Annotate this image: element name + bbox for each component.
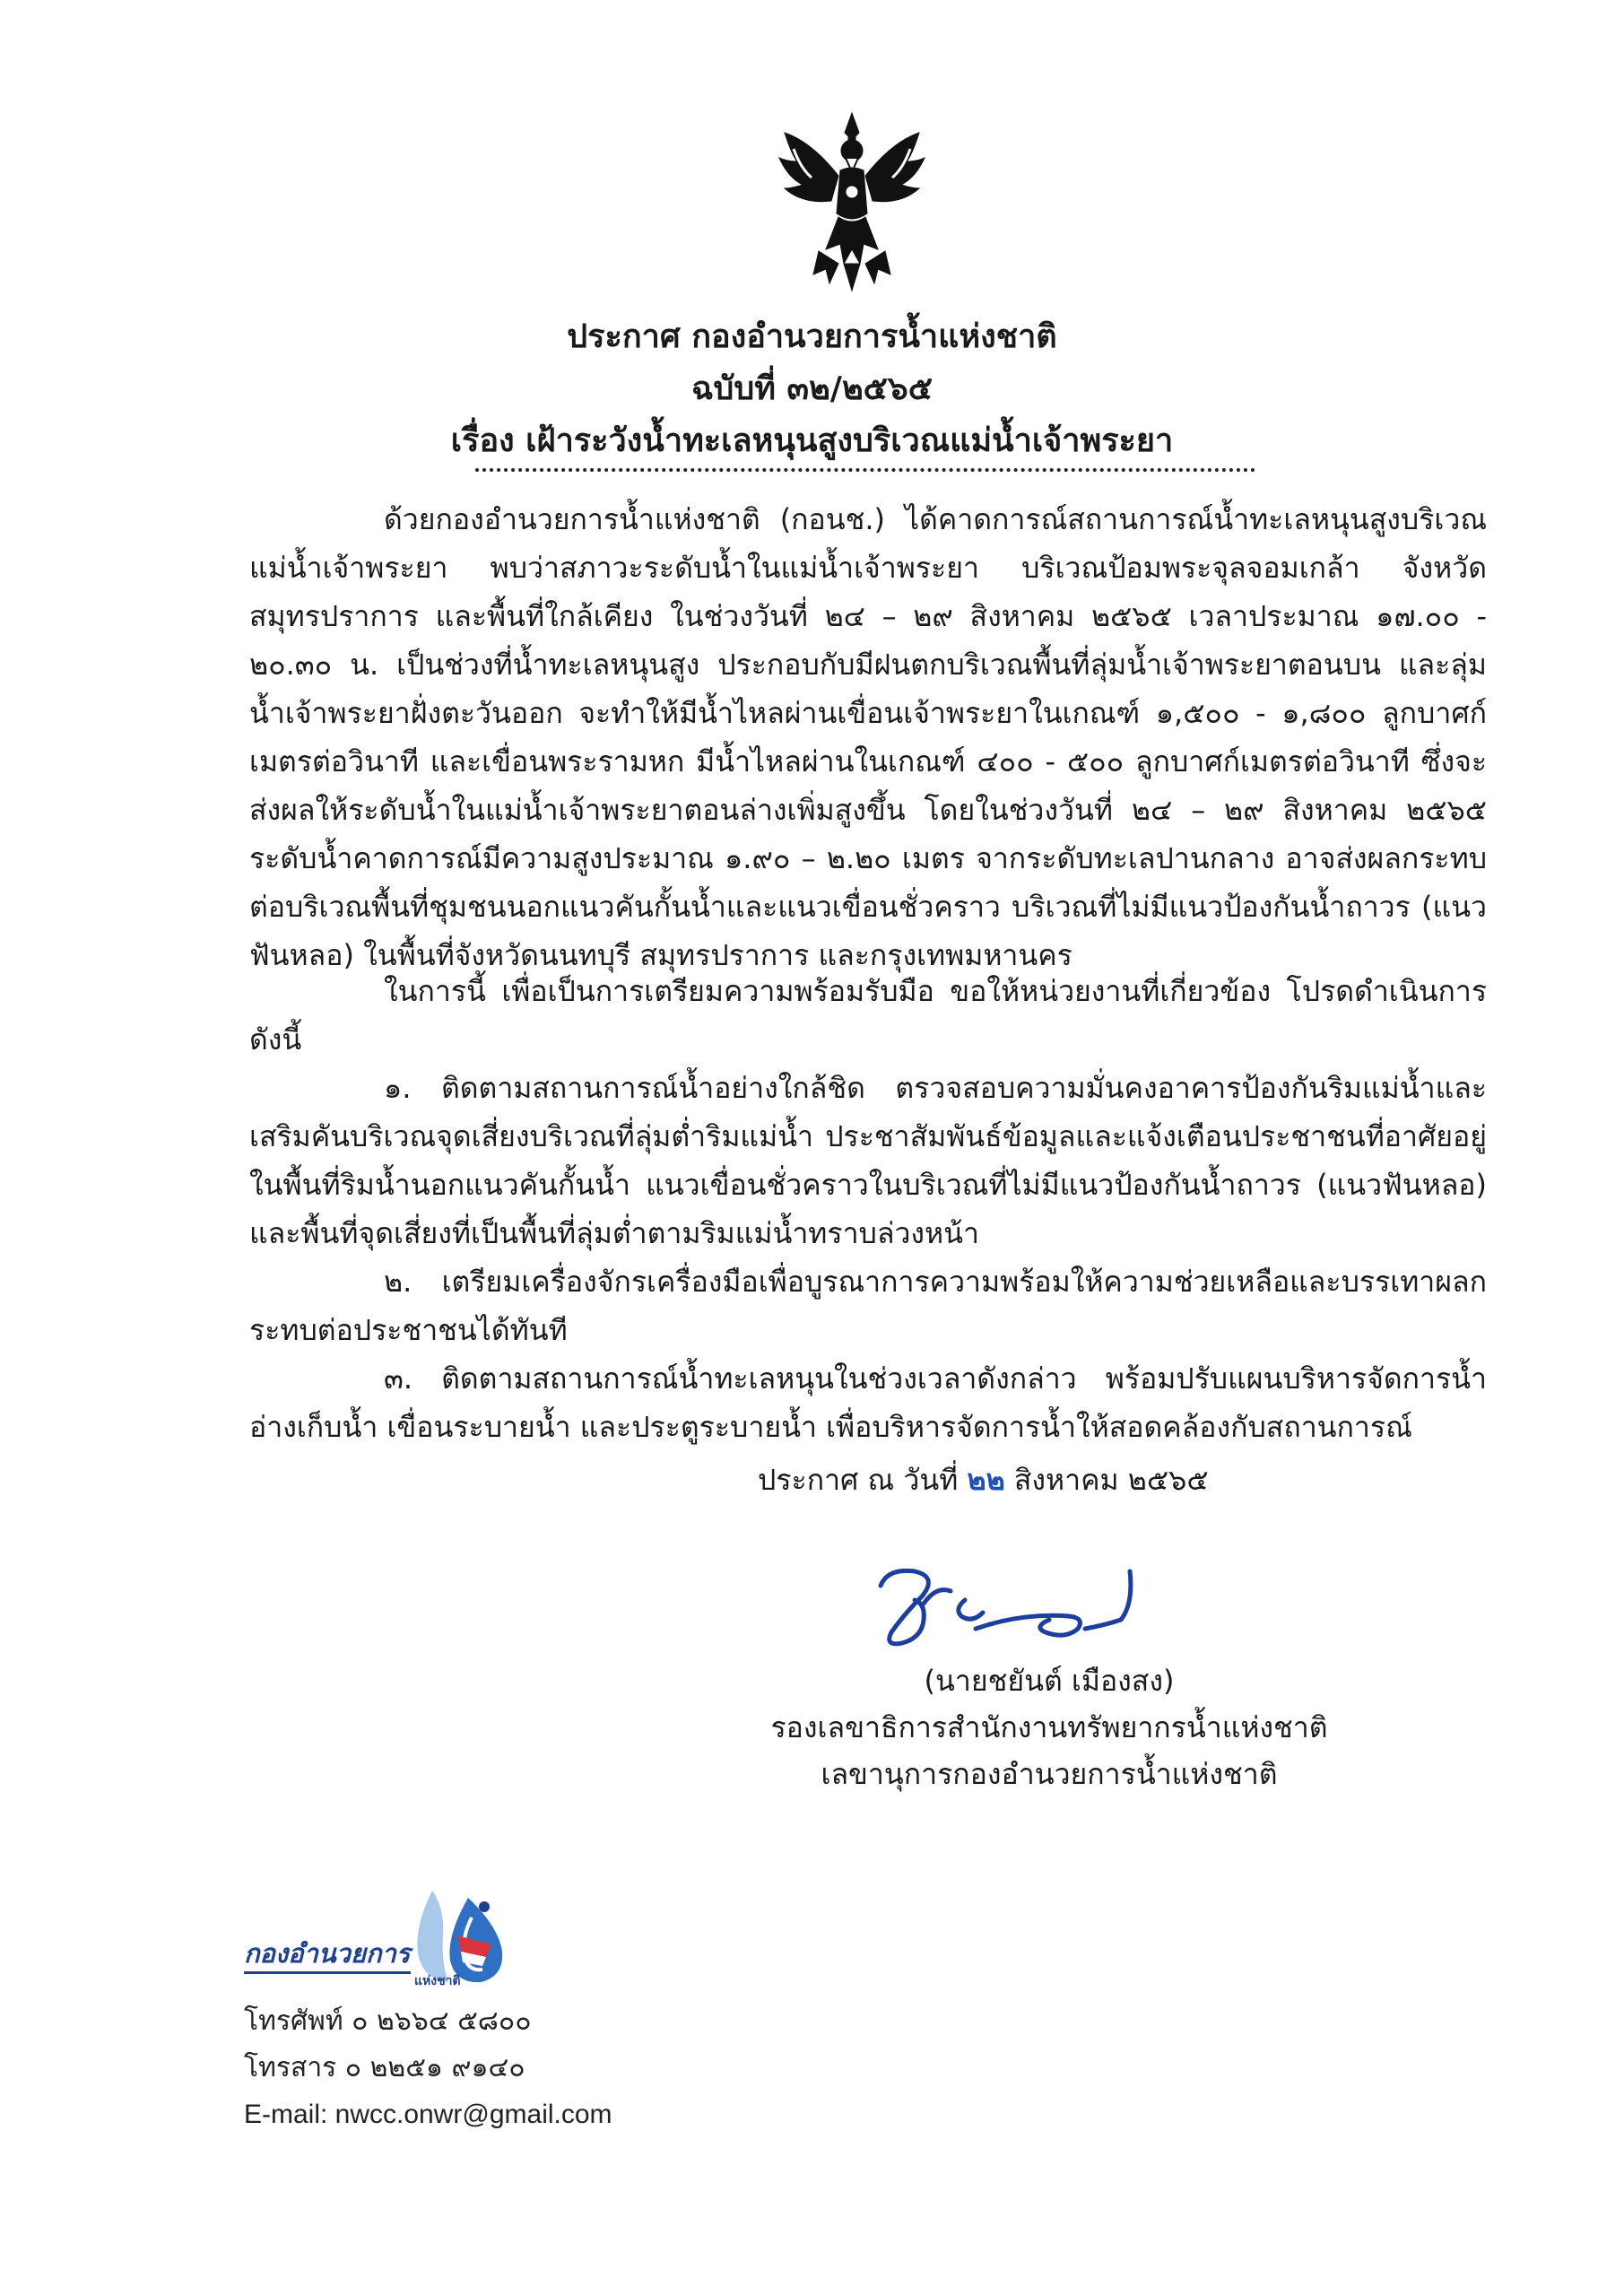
dotted-divider: [475, 468, 1255, 472]
date-prefix: ประกาศ ณ วันที่: [758, 1463, 968, 1497]
action-item-1: ๑. ติดตามสถานการณ์น้ำอย่างใกล้ชิด ตรวจสอบความมั่นคงอาคารป้องกันริมแม่น้ำและเสริมคันบริเวณจุดเสี่ยงบริเวณที่ลุ่มต่ำริมแม่น้ำ ประชาสัมพันธ์ข้อมูลและแจ้งเตือนประชาชนที่อาศัยอยู่ในพื้นที่ริมน้ำนอกแนวคันกั้นน้ำ แนวเขื่อนชั่วคราวในบริเวณที่ไม่มีแนวป้องกันน้ำถาวร (แนวฟันหลอ) และพื้นที่จุดเสี่ยงที่เป็นพื้นที่ลุ่มต่ำตามริมแม่น้ำทราบล่วงหน้า: [249, 1071, 1487, 1250]
signer-position-1: รองเลขาธิการสำนักงานทรัพยากรน้ำแห่งชาติ: [770, 1710, 1328, 1744]
body-paragraph-1: [249, 495, 1487, 979]
signer-name: (นายชยันต์ เมืองสง): [924, 1664, 1175, 1698]
contact-fax: โทรสาร ๐ ๒๒๕๑ ๙๑๔๐: [244, 2052, 525, 2083]
logo-wordmark: กองอำนวยการ: [244, 1938, 411, 1969]
paragraph-intro: ในการนี้ เพื่อเป็นการเตรียมความพร้อมรับมือ ขอให้หน่วยงานที่เกี่ยวข้อง โปรดดำเนินการ ดังนี้: [249, 974, 1487, 1057]
announcement-date: [758, 1457, 1209, 1503]
contact-email: E-mail: nwcc.onwr@gmail.com: [244, 2100, 612, 2129]
signature-mark: [861, 1550, 1184, 1657]
signer-position-2: เลขานุการกองอำนวยการน้ำแห่งชาติ: [821, 1757, 1278, 1791]
paragraph-text: ด้วยกองอำนวยการน้ำแห่งชาติ (กอนช.) ได้คาดการณ์สถานการณ์น้ำทะเลหนุนสูงบริเวณแม่น้ำเจ้าพระยา พบว่าสภาวะระดับน้ำในแม่น้ำเจ้าพระยา บริเวณป้อมพระจุลจอมเกล้า จังหวัดสมุทรปราการ และพื้นที่ใกล้เคียง ในช่วงวันที่ ๒๔ – ๒๙ สิงหาคม ๒๕๖๕ เวลาประมาณ ๑๗.๐๐ - ๒๐.๓๐ น. เป็นช่วงที่น้ำทะเลหนุนสูง ประกอบกับมีฝนตกบริเวณพื้นที่ลุ่มน้ำเจ้าพระยาตอนบน และลุ่มน้ำเจ้าพระยาฝั่งตะวันออก จะทำให้มีน้ำไหลผ่านเขื่อนเจ้าพระยาในเกณฑ์ ๑,๕๐๐ - ๑,๘๐๐ ลูกบาศก์เมตรต่อวินาที และเขื่อนพระรามหก มีน้ำไหลผ่านในเกณฑ์ ๔๐๐ - ๕๐๐ ลูกบาศก์เมตรต่อวินาที ซึ่งจะส่งผลให้ระดับน้ำในแม่น้ำเจ้าพระยาตอนล่างเพิ่มสูงขึ้น โดยในช่วงวันที่ ๒๔ – ๒๙ สิงหาคม ๒๕๖๕ ระดับน้ำคาดการณ์มีความสูงประมาณ ๑.๙๐ – ๒.๒๐ เมตร จากระดับทะเลปานกลาง อาจส่งผลกระทบต่อบริเวณพื้นที่ชุมชนนอกแนวคันกั้นน้ำและแนวเขื่อนชั่วคราว บริเวณที่ไม่มีแนวป้องกันน้ำถาวร (แนวฟันหลอ) ในพื้นที่จังหวัดนนทบุรี สมุทรปราการ และกรุงเทพมหานคร: [249, 502, 1487, 972]
garuda-emblem: [767, 106, 937, 294]
logo-underline: [244, 1971, 411, 1974]
action-item-3: ๓. ติดตามสถานการณ์น้ำทะเลหนุนในช่วงเวลาดังกล่าว พร้อมปรับแผนบริหารจัดการน้ำอ่างเก็บน้ำ เขื่อนระบายน้ำ และประตูระบายน้ำ เพื่อบริหารจัดการน้ำให้สอดคล้องกับสถานการณ์: [249, 1361, 1487, 1444]
logo-subtext: แห่งชาติ: [414, 1974, 461, 1988]
contact-phone: โทรศัพท์ ๐ ๒๖๖๔ ๕๘๐๐: [244, 2005, 532, 2037]
action-item-2: ๒. เตรียมเครื่องจักรเครื่องมือเพื่อบูรณาการความพร้อมให้ความช่วยเหลือและบรรเทาผลกระทบต่อประชาชนได้ทันที: [249, 1265, 1487, 1347]
nwcc-logo: [244, 1882, 522, 2016]
announcement-subject: เรื่อง เฝ้าระวังน้ำทะเลหนุนสูงบริเวณแม่น้ำเจ้าพระยา: [450, 422, 1174, 459]
announcement-title: ประกาศ กองอำนวยการน้ำแห่งชาติ: [567, 318, 1057, 355]
body-action-list: [249, 967, 1487, 1451]
announcement-number: ฉบับที่ ๓๒/๒๕๖๕: [690, 370, 934, 407]
date-suffix: สิงหาคม ๒๕๖๕: [1004, 1463, 1209, 1497]
date-day: ๒๒: [967, 1463, 1005, 1497]
